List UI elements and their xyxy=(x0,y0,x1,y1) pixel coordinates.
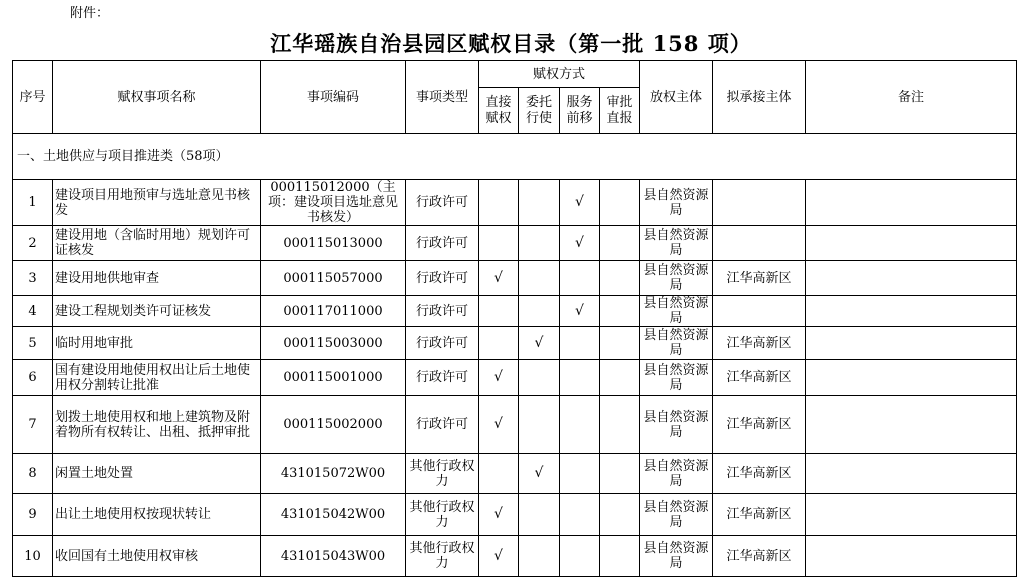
row-seq: 5 xyxy=(13,327,53,360)
row-item-name: 建设用地（含临时用地）规划许可证核发 xyxy=(53,226,261,261)
row-remark xyxy=(806,494,1017,536)
empowerment-catalog-table xyxy=(12,60,1017,577)
row-grantor: 县自然资源局 xyxy=(640,396,713,454)
row-receiver: 江华高新区 xyxy=(713,454,806,494)
row-receiver xyxy=(713,226,806,261)
row-item-name: 划拨土地使用权和地上建筑物及附着物所有权转让、出租、抵押审批 xyxy=(53,396,261,454)
row-type: 其他行政权力 xyxy=(406,536,479,577)
row-code: 000115003000 xyxy=(261,327,406,360)
row-type: 行政许可 xyxy=(406,226,479,261)
row-mode-service xyxy=(560,536,600,577)
document-title: 江华瑶族自治县园区赋权目录（第一批 158 项） xyxy=(270,31,752,56)
row-type: 行政许可 xyxy=(406,327,479,360)
row-mode-approve xyxy=(600,261,640,296)
row-mode-service: √ xyxy=(560,180,600,226)
row-type: 行政许可 xyxy=(406,396,479,454)
row-code: 000117011000 xyxy=(261,296,406,327)
row-remark xyxy=(806,536,1017,577)
row-item-name: 出让土地使用权按现状转让 xyxy=(53,494,261,536)
row-type: 行政许可 xyxy=(406,296,479,327)
row-receiver xyxy=(713,296,806,327)
row-item-name: 建设项目用地预审与选址意见书核发 xyxy=(53,180,261,226)
row-mode-direct: √ xyxy=(479,261,519,296)
row-mode-entrust xyxy=(519,360,560,396)
row-mode-entrust: √ xyxy=(519,454,560,494)
row-remark xyxy=(806,261,1017,296)
row-mode-approve xyxy=(600,296,640,327)
row-mode-entrust xyxy=(519,226,560,261)
row-grantor: 县自然资源局 xyxy=(640,360,713,396)
row-item-name: 建设工程规划类许可证核发 xyxy=(53,296,261,327)
row-receiver xyxy=(713,180,806,226)
table-row xyxy=(13,360,1017,396)
row-type: 其他行政权力 xyxy=(406,494,479,536)
section-heading: 一、土地供应与项目推进类（58项） xyxy=(13,134,1017,180)
row-code: 431015043W00 xyxy=(261,536,406,577)
header-remark: 备注 xyxy=(806,61,1017,134)
row-mode-approve xyxy=(600,396,640,454)
row-seq: 1 xyxy=(13,180,53,226)
row-receiver: 江华高新区 xyxy=(713,536,806,577)
table-row xyxy=(13,296,1017,327)
row-code: 000115013000 xyxy=(261,226,406,261)
row-mode-service xyxy=(560,494,600,536)
row-type: 行政许可 xyxy=(406,261,479,296)
table-row xyxy=(13,536,1017,577)
header-seq: 序号 xyxy=(13,61,53,134)
header-mode-service: 服务前移 xyxy=(560,88,600,134)
row-seq: 10 xyxy=(13,536,53,577)
row-seq: 2 xyxy=(13,226,53,261)
row-code: 000115002000 xyxy=(261,396,406,454)
row-grantor: 县自然资源局 xyxy=(640,180,713,226)
row-grantor: 县自然资源局 xyxy=(640,327,713,360)
row-mode-service xyxy=(560,360,600,396)
row-mode-approve xyxy=(600,536,640,577)
row-item-name: 收回国有土地使用权审核 xyxy=(53,536,261,577)
row-type: 行政许可 xyxy=(406,360,479,396)
row-mode-entrust xyxy=(519,261,560,296)
row-item-name: 建设用地供地审查 xyxy=(53,261,261,296)
row-remark xyxy=(806,454,1017,494)
row-mode-direct xyxy=(479,226,519,261)
row-mode-service xyxy=(560,261,600,296)
row-mode-direct xyxy=(479,180,519,226)
header-mode-approve: 审批直报 xyxy=(600,88,640,134)
row-mode-approve xyxy=(600,226,640,261)
row-code: 000115001000 xyxy=(261,360,406,396)
row-mode-direct: √ xyxy=(479,536,519,577)
header-code: 事项编码 xyxy=(261,61,406,134)
row-grantor: 县自然资源局 xyxy=(640,226,713,261)
row-code: 000115012000（主项：建设项目选址意见书核发） xyxy=(261,180,406,226)
row-receiver: 江华高新区 xyxy=(713,396,806,454)
row-seq: 8 xyxy=(13,454,53,494)
row-mode-approve xyxy=(600,180,640,226)
row-mode-approve xyxy=(600,454,640,494)
row-mode-entrust: √ xyxy=(519,327,560,360)
header-mode-group: 赋权方式 xyxy=(479,61,640,88)
row-type: 其他行政权力 xyxy=(406,454,479,494)
row-mode-approve xyxy=(600,327,640,360)
row-seq: 3 xyxy=(13,261,53,296)
row-mode-entrust xyxy=(519,494,560,536)
table-row xyxy=(13,180,1017,226)
row-mode-entrust xyxy=(519,180,560,226)
row-mode-service xyxy=(560,396,600,454)
row-type: 行政许可 xyxy=(406,180,479,226)
row-grantor: 县自然资源局 xyxy=(640,494,713,536)
row-item-name: 国有建设用地使用权出让后土地使用权分割转让批准 xyxy=(53,360,261,396)
row-remark xyxy=(806,180,1017,226)
row-mode-direct: √ xyxy=(479,396,519,454)
row-receiver: 江华高新区 xyxy=(713,494,806,536)
table-row xyxy=(13,327,1017,360)
table-body xyxy=(13,134,1017,577)
row-receiver: 江华高新区 xyxy=(713,327,806,360)
annex-label: 附件： xyxy=(70,6,110,21)
row-item-name: 临时用地审批 xyxy=(53,327,261,360)
row-grantor: 县自然资源局 xyxy=(640,454,713,494)
table-row xyxy=(13,226,1017,261)
header-item-name: 赋权事项名称 xyxy=(53,61,261,134)
row-receiver: 江华高新区 xyxy=(713,360,806,396)
row-item-name: 闲置土地处置 xyxy=(53,454,261,494)
row-mode-direct: √ xyxy=(479,360,519,396)
row-code: 000115057000 xyxy=(261,261,406,296)
table-row xyxy=(13,454,1017,494)
header-mode-entrust: 委托行使 xyxy=(519,88,560,134)
row-grantor: 县自然资源局 xyxy=(640,261,713,296)
row-mode-entrust xyxy=(519,296,560,327)
header-mode-direct: 直接赋权 xyxy=(479,88,519,134)
header-receiver: 拟承接主体 xyxy=(713,61,806,134)
table-row xyxy=(13,494,1017,536)
row-seq: 4 xyxy=(13,296,53,327)
row-mode-service: √ xyxy=(560,296,600,327)
row-code: 431015072W00 xyxy=(261,454,406,494)
header-grantor: 放权主体 xyxy=(640,61,713,134)
row-remark xyxy=(806,360,1017,396)
row-remark xyxy=(806,396,1017,454)
row-seq: 7 xyxy=(13,396,53,454)
row-mode-direct xyxy=(479,454,519,494)
row-receiver: 江华高新区 xyxy=(713,261,806,296)
row-mode-service xyxy=(560,327,600,360)
row-mode-service xyxy=(560,454,600,494)
row-mode-service: √ xyxy=(560,226,600,261)
row-grantor: 县自然资源局 xyxy=(640,296,713,327)
row-remark xyxy=(806,226,1017,261)
row-seq: 9 xyxy=(13,494,53,536)
row-grantor: 县自然资源局 xyxy=(640,536,713,577)
header-type: 事项类型 xyxy=(406,61,479,134)
row-mode-entrust xyxy=(519,536,560,577)
row-code: 431015042W00 xyxy=(261,494,406,536)
row-mode-entrust xyxy=(519,396,560,454)
row-mode-direct xyxy=(479,296,519,327)
row-seq: 6 xyxy=(13,360,53,396)
row-remark xyxy=(806,296,1017,327)
row-mode-direct xyxy=(479,327,519,360)
row-mode-approve xyxy=(600,360,640,396)
table-row xyxy=(13,261,1017,296)
row-mode-direct: √ xyxy=(479,494,519,536)
table-row xyxy=(13,396,1017,454)
row-remark xyxy=(806,327,1017,360)
row-mode-approve xyxy=(600,494,640,536)
